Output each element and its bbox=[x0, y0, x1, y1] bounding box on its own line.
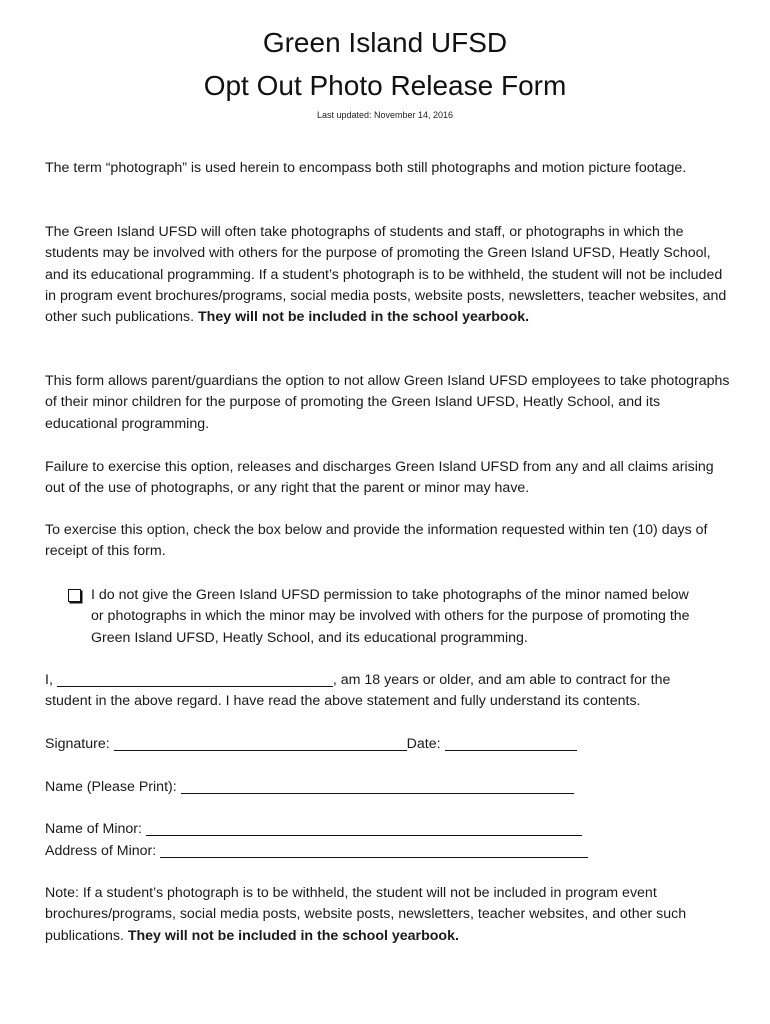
minor-address-label: Address of Minor: bbox=[45, 843, 157, 859]
signature-row bbox=[45, 734, 577, 755]
guardian-statement-line-1 bbox=[45, 670, 670, 691]
date-field[interactable] bbox=[445, 735, 577, 751]
minor-address-field[interactable] bbox=[160, 842, 588, 858]
last-updated-text: Last updated: November 14, 2016 bbox=[316, 110, 454, 120]
purpose-paragraph bbox=[45, 222, 735, 328]
option-description-paragraph: This form allows parent/guardians the option to not allow Green Island UFSD employees to take photographs of their minor children for the purpose of promoting the Green Island UFSD, Heatly School, and its educational programming. bbox=[45, 373, 730, 432]
guardian-suffix: , am 18 years or older, and am able to contract for the bbox=[332, 672, 671, 688]
form-title: Opt Out Photo Release Form bbox=[203, 70, 567, 101]
instructions-paragraph: To exercise this option, check the box below and provide the information requested within ten (10) days of receipt of this form. bbox=[45, 522, 708, 560]
date-label: Date: bbox=[406, 736, 441, 752]
note-paragraph bbox=[45, 883, 735, 947]
print-name-label: Name (Please Print): bbox=[45, 779, 177, 795]
purpose-text: The Green Island UFSD will often take photographs of students and staff, or photographs in which the students may be involved with others for the purpose of promoting the Green Island UFSD, Heatly School, and its educational programming. If a student’s photograph is to be withheld, the student will not be included in program event brochures/programs, social media posts, website posts, newsletters, teacher websites, and other such publications. bbox=[45, 224, 727, 326]
guardian-name-field[interactable] bbox=[57, 671, 333, 687]
yearbook-warning: They will not be included in the school yearbook. bbox=[198, 309, 530, 326]
guardian-prefix: I, bbox=[45, 672, 53, 688]
release-paragraph: Failure to exercise this option, releases and discharges Green Island UFSD from any and all claims arising out of the use of photographs, or any right that the parent or minor may have. bbox=[45, 459, 714, 497]
page-title: Green Island UFSD bbox=[262, 27, 508, 58]
minor-name-field[interactable] bbox=[146, 820, 582, 836]
note-text: Note: If a student’s photograph is to be withheld, the student will not be included in program event brochures/programs, social media posts, website posts, newsletters, teacher websites, and other such publications. bbox=[45, 885, 687, 944]
signature-label: Signature: bbox=[45, 736, 110, 752]
opt-out-statement: I do not give the Green Island UFSD permission to take photographs of the minor named below or photographs in which the minor may be involved with others for the purpose of promoting the Green Island UFSD, Heatly School, and its educational programming. bbox=[91, 587, 690, 646]
signature-field[interactable] bbox=[114, 735, 407, 751]
print-name-field[interactable] bbox=[181, 778, 574, 794]
minor-address-row bbox=[45, 841, 588, 862]
guardian-statement-line-2: student in the above regard. I have read the above statement and fully understand its contents. bbox=[45, 693, 641, 709]
print-name-row bbox=[45, 777, 574, 798]
definition-paragraph: The term “photograph” is used herein to encompass both still photographs and motion picture footage. bbox=[45, 160, 687, 176]
note-yearbook-warning: They will not be included in the school yearbook. bbox=[127, 927, 459, 944]
minor-name-label: Name of Minor: bbox=[45, 821, 142, 837]
minor-name-row bbox=[45, 819, 582, 840]
opt-out-checkbox[interactable] bbox=[68, 589, 81, 602]
